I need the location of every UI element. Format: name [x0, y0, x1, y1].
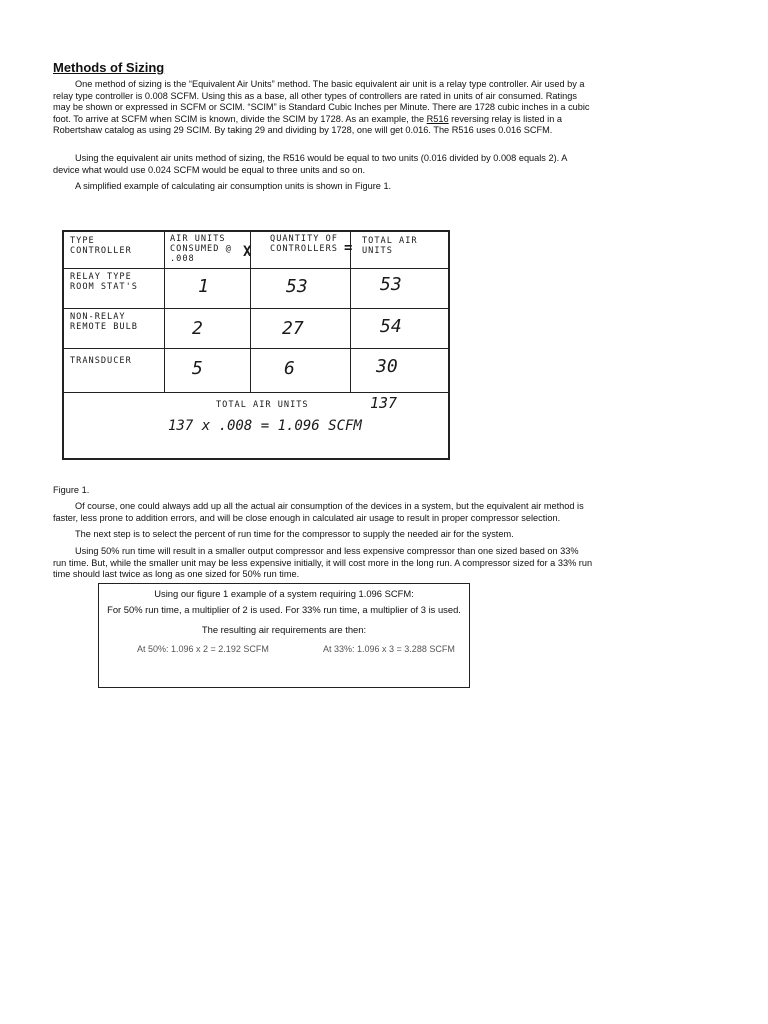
row-type-label: NON-RELAY REMOTE BULB [70, 312, 138, 332]
paragraph-figure-ref [53, 181, 593, 193]
paragraph-figure-ref-text: A simplified example of calculating air consumption units is shown in Figure 1. [75, 181, 392, 191]
row-units-value: 2 [192, 318, 203, 339]
example-box [98, 583, 470, 688]
paragraph-intro-text-b: reversing relay is listed in a Robertshaw catalog as using 29 SCIM. By taking 29 and dividing by 1728, one will get 0.016. The R516 uses 0.016 SCFM. [53, 113, 562, 136]
paragraph-equivalent [53, 153, 593, 176]
equals-sign: = [344, 240, 353, 256]
row-divider [64, 268, 448, 269]
figure-1-table [62, 230, 450, 460]
row-units-value: 1 [198, 276, 209, 297]
paragraph-add-up [53, 501, 593, 524]
total-formula: 137 x .008 = 1.096 SCFM [168, 418, 362, 434]
row-total-value: 30 [376, 356, 398, 377]
row-divider [64, 392, 448, 393]
row-qty-value: 6 [284, 358, 295, 379]
paragraph-run-time-text: Using 50% run time will result in a smaller output compressor and less expensive compressor than one sized based on 33% run time. But, while the smaller unit may be less expensive initially, it will cost more in the long run. A compressor sized for a 33% run time should last twice as long as one sized for 50% run time. [53, 546, 593, 580]
example-line-3: The resulting air requirements are then: [201, 624, 367, 635]
result-33-percent: At 33%: 1.096 x 3 = 3.288 SCFM [323, 644, 455, 654]
header-type: TYPE CONTROLLER [70, 236, 132, 256]
paragraph-next-step [53, 529, 593, 541]
row-divider [64, 308, 448, 309]
row-total-value: 53 [380, 274, 402, 295]
result-50-percent: At 50%: 1.096 x 2 = 2.192 SCFM [137, 644, 269, 654]
multiply-sign: X [243, 244, 252, 260]
paragraph-run-time [53, 546, 593, 581]
row-total-value: 54 [380, 316, 402, 337]
row-qty-value: 27 [282, 318, 304, 339]
total-air-units-value: 137 [370, 394, 398, 412]
row-divider [64, 348, 448, 349]
figure-caption: Figure 1. [53, 485, 90, 495]
column-divider [164, 232, 165, 392]
row-type-label: TRANSDUCER [70, 356, 132, 366]
row-qty-value: 53 [286, 276, 308, 297]
total-air-units-label: TOTAL AIR UNITS [216, 400, 309, 410]
row-type-label: RELAY TYPE ROOM STAT'S [70, 272, 138, 292]
header-air-units: AIR UNITS CONSUMED @ .008 [170, 234, 232, 264]
paragraph-intro-text-a: One method of sizing is the “Equivalent Air Units” method. The basic equivalent air unit is a relay type controller. Air used by a relay type controller is 0.008 SCFM. Using this as a base, all other types of controllers are rated in units of air consumed. Ratings may be shown or expressed in SCFM or SCIM. “SCIM” is Standard Cubic Inches per Minute. There are 1728 cubic inches in a cubic foot. To arrive at SCFM when SCIM is known, divide the SCIM by 1728. As an example, the [53, 79, 590, 124]
example-line-2: For 50% run time, a multiplier of 2 is used. For 33% run time, a multiplier of 3 is used. [107, 604, 461, 615]
paragraph-next-step-text: The next step is to select the percent of run time for the compressor to supply the needed air for the system. [75, 529, 514, 539]
example-line-1: Using our figure 1 example of a system requiring 1.096 SCFM: [154, 588, 414, 599]
r516-link[interactable]: R516 [426, 113, 449, 124]
header-total: TOTAL AIR UNITS [362, 236, 418, 256]
paragraph-equivalent-text: Using the equivalent air units method of sizing, the R516 would be equal to two units (0.016 divided by 0.008 equals 2). A device what would use 0.024 SCFM would be equal to three units and so on. [53, 153, 567, 175]
header-quantity: QUANTITY OF CONTROLLERS [270, 234, 338, 254]
paragraph-intro [53, 79, 593, 137]
column-divider [350, 232, 351, 392]
row-units-value: 5 [192, 358, 203, 379]
paragraph-add-up-text: Of course, one could always add up all the actual air consumption of the devices in a system, but the equivalent air method is faster, less prone to addition errors, and will be close enough in calculated air usage to result in proper compressor selection. [53, 501, 584, 523]
page-title: Methods of Sizing [53, 60, 165, 75]
